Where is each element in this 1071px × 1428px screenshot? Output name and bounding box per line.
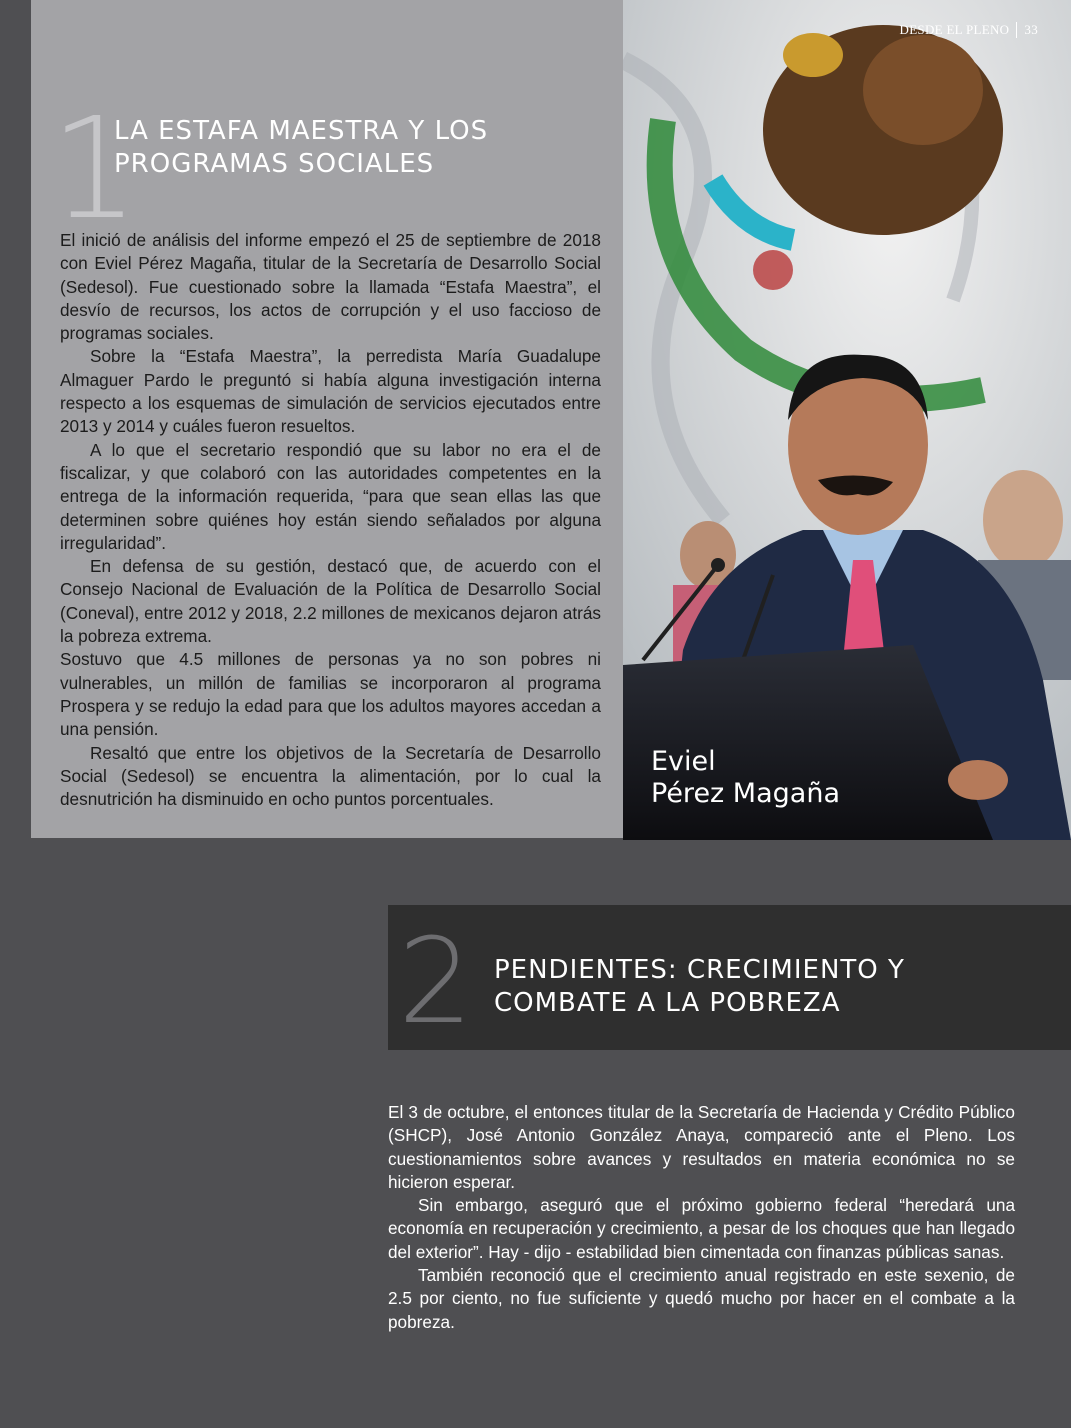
speaker-photo-illustration	[623, 0, 1071, 840]
speaker-hand	[948, 760, 1008, 800]
section-1-title-line-1: LA ESTAFA MAESTRA Y LOS	[114, 116, 489, 146]
section-2-paragraph: El 3 de octubre, el entonces titular de la Secretaría de Hacienda y Crédito Público (SHCP), José Antonio González Anaya, compareció ante el Pleno. Los cuestionamientos sobre avances y resultados en materia económica no se hicieron esperar.	[388, 1102, 1015, 1192]
section-1-paragraph: Resaltó que entre los objetivos de la Secretaría de Desarrollo Social (Sedesol) se encuentra la alimentación, por lo cual la desnutrición ha disminuido en ocho puntos porcentuales.	[60, 742, 601, 810]
header-separator	[1016, 22, 1017, 38]
cactus-fruit	[753, 250, 793, 290]
section-1-title-line-2: PROGRAMAS SOCIALES	[114, 149, 435, 179]
section-2-paragraph: También reconoció que el crecimiento anual registrado en este sexenio, de 2.5 por ciento, no fue suficiente y quedó mucho por hacer en el combate a la pobreza.	[388, 1265, 1015, 1332]
running-header-section: DESDE EL PLENO	[899, 22, 1010, 37]
section-1-paragraph: A lo que el secretario respondió que su labor no era el de fiscalizar, y que colaboró con las autoridades competentes en la entrega de la información requerida, “para que sean ellas las que determinen sobre quiénes hoy están siendo señalados por alguna irregularidad”.	[60, 439, 601, 553]
photo-caption-line-2: Pérez Magaña	[651, 778, 840, 809]
section-2-paragraph: Sin embargo, aseguró que el próximo gobierno federal “heredará una economía en recuperación y crecimiento, a pesar de los choques que han llegado del exterior”. Hay - dijo - estabilidad bien cimentada con finanzas públicas sanas.	[388, 1195, 1015, 1262]
section-2-number: 2	[398, 912, 474, 1050]
section-1-number: 1	[50, 88, 140, 251]
section-1-paragraph: Sobre la “Estafa Maestra”, la perredista María Guadalupe Almaguer Pardo le preguntó si había alguna investigación interna respecto a los esquemas de simulación de servicios ejecutados entre 2013 y 2014 y cuáles fueron resueltos.	[60, 346, 601, 437]
speaker-photo	[623, 0, 1071, 840]
section-2-body	[388, 1101, 1015, 1334]
audience-member	[983, 470, 1063, 570]
photo-caption	[651, 746, 840, 810]
section-2-title	[494, 954, 1054, 1020]
section-2-title-line-2: COMBATE A LA POBREZA	[494, 988, 841, 1018]
eagle-head	[783, 33, 843, 77]
section-1-body	[60, 229, 601, 811]
running-header	[900, 22, 1039, 38]
eagle-wing	[863, 35, 983, 145]
section-1-title	[114, 115, 594, 181]
microphone-head	[711, 558, 725, 572]
section-1-paragraph: Sostuvo que 4.5 millones de personas ya no son pobres ni vulnerables, un millón de familias se incorporaron al programa Prospera y se redujo la edad para que los adultos mayores accedan a una pensión.	[60, 649, 601, 740]
page-number: 33	[1024, 22, 1038, 37]
section-2-title-line-1: PENDIENTES: CRECIMIENTO Y	[494, 955, 905, 985]
photo-caption-line-1: Eviel	[651, 746, 716, 777]
section-1-paragraph: El inició de análisis del informe empezó el 25 de septiembre de 2018 con Eviel Pérez Magaña, titular de la Secretaría de Desarrollo Social (Sedesol). Fue cuestionado sobre la llamada “Estafa Maestra”, el desvío de recursos, los actos de corrupción y el uso faccioso de programas sociales.	[60, 230, 601, 344]
section-1-paragraph: En defensa de su gestión, destacó que, de acuerdo con el Consejo Nacional de Evaluación de la Política de Desarrollo Social (Coneval), entre 2012 y 2018, 2.2 millones de mexicanos dejaron atrás la pobreza extrema.	[60, 556, 601, 647]
